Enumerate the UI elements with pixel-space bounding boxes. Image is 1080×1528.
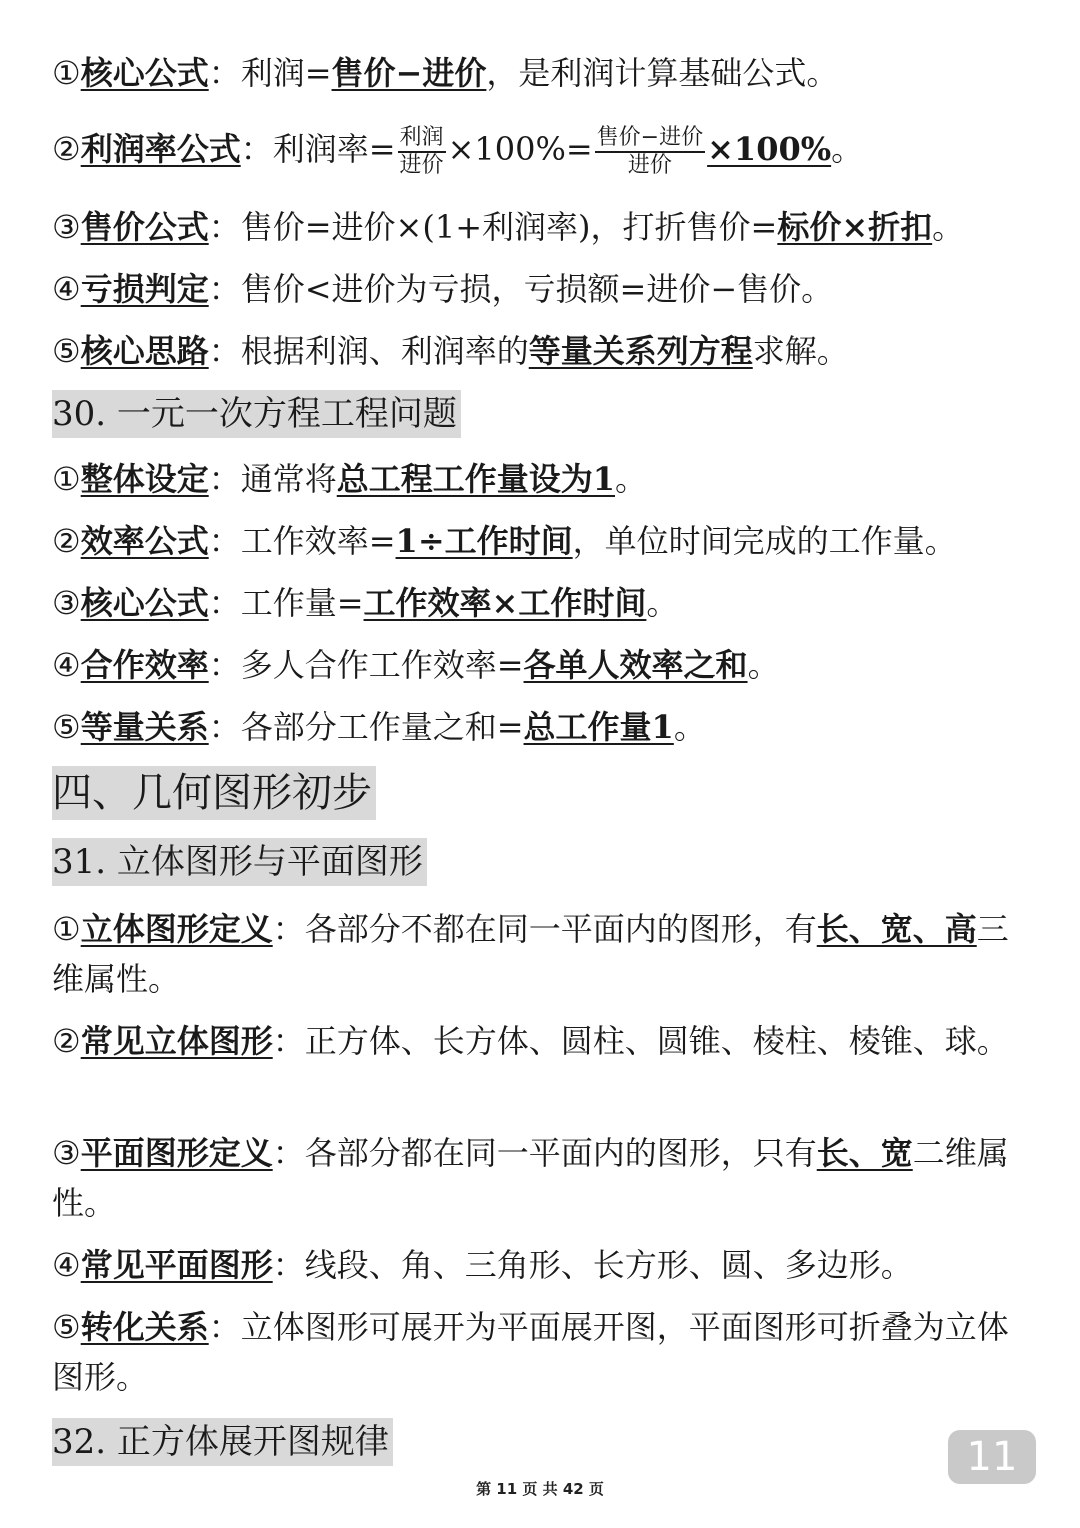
- item-emphasis: ×100%: [707, 130, 832, 168]
- item-emphasis: 各单人效率之和: [523, 646, 748, 684]
- item-text: 各部分不都在同一平面内的图形，有: [304, 910, 817, 948]
- item-colon: ：: [272, 1246, 305, 1284]
- item-number: ⑤: [52, 1308, 81, 1346]
- item-emphasis: 总工作量1: [523, 708, 674, 746]
- item-colon: ：: [272, 910, 305, 948]
- item-key: 整体设定: [80, 460, 209, 498]
- section-heading-32: 32. 正方体展开图规律: [52, 1418, 393, 1466]
- section-heading-31: 31. 立体图形与平面图形: [52, 838, 427, 886]
- profit-item-2: [52, 124, 1037, 179]
- item-text: 。: [615, 460, 648, 498]
- item-number: ④: [52, 270, 81, 308]
- item-text: 售价=进价×(1+利润率)，打折售价=: [240, 208, 778, 246]
- section-heading-30: 30. 一元一次方程工程问题: [52, 390, 461, 438]
- engineering-item-5: [52, 702, 1037, 752]
- fraction-denominator: 进价: [399, 152, 444, 178]
- engineering-item-2: [52, 516, 1037, 566]
- item-colon: ：: [208, 270, 241, 308]
- item-text: 立体图形可展开为平面展开图，平面图形可折叠为立体图形。: [52, 1308, 1009, 1396]
- geometry-item-2: [52, 1016, 1037, 1066]
- item-key: 平面图形定义: [80, 1134, 273, 1172]
- item-key: 等量关系: [80, 708, 209, 746]
- item-emphasis: 长、宽、高: [816, 910, 977, 948]
- item-colon: ：: [208, 332, 241, 370]
- page-number-badge: 11: [948, 1430, 1036, 1484]
- fraction-profit-over-cost: [398, 125, 446, 179]
- item-key: 核心公式: [80, 584, 209, 622]
- item-colon: ：: [208, 708, 241, 746]
- geometry-item-4: [52, 1240, 1037, 1290]
- fraction-difference-over-cost: [595, 125, 705, 179]
- item-text: 。: [673, 708, 706, 746]
- item-colon: ：: [208, 584, 241, 622]
- item-colon: ：: [208, 522, 241, 560]
- item-number: ③: [52, 208, 81, 246]
- item-text: 各部分都在同一平面内的图形，只有: [304, 1134, 817, 1172]
- item-emphasis: 工作效率×工作时间: [363, 584, 647, 622]
- item-key: 合作效率: [80, 646, 209, 684]
- item-text: 线段、角、三角形、长方形、圆、多边形。: [304, 1246, 913, 1284]
- item-emphasis: 等量关系列方程: [528, 332, 753, 370]
- item-key: 售价公式: [80, 208, 209, 246]
- item-emphasis: 总工程工作量设为1: [336, 460, 616, 498]
- profit-item-3: [52, 202, 1037, 252]
- item-text: 售价<进价为亏损，亏损额=进价−售价。: [240, 270, 834, 308]
- item-text: 。: [932, 208, 965, 246]
- engineering-item-1: [52, 454, 1037, 504]
- item-number: ①: [52, 910, 81, 948]
- item-number: ③: [52, 584, 81, 622]
- item-key: 亏损判定: [80, 270, 209, 308]
- item-key: 核心思路: [80, 332, 209, 370]
- item-key: 立体图形定义: [80, 910, 273, 948]
- item-text: 工作效率=: [240, 522, 396, 560]
- item-text: 二维属性。: [52, 1134, 1009, 1222]
- chapter-heading-4: 四、几何图形初步: [52, 766, 376, 820]
- item-text: 利润=: [240, 54, 332, 92]
- item-number: ④: [52, 1246, 81, 1284]
- item-key: 利润率公式: [80, 130, 241, 168]
- item-text: 工作量=: [240, 584, 364, 622]
- item-colon: ：: [240, 130, 273, 168]
- item-text: 正方体、长方体、圆柱、圆锥、棱柱、棱锥、球。: [304, 1022, 1009, 1060]
- item-key: 转化关系: [80, 1308, 209, 1346]
- item-colon: ：: [272, 1022, 305, 1060]
- item-text: ×100%=: [447, 130, 593, 168]
- page-footer: 第 11 页 共 42 页: [476, 1480, 604, 1498]
- item-text: 求解。: [752, 332, 849, 370]
- fraction-numerator: 售价−进价: [595, 125, 705, 153]
- item-colon: ：: [208, 208, 241, 246]
- fraction-numerator: 利润: [398, 125, 446, 153]
- item-text: 三维属性。: [52, 910, 1009, 998]
- profit-item-4: [52, 264, 1037, 314]
- item-number: ②: [52, 1022, 81, 1060]
- item-text: 各部分工作量之和=: [240, 708, 524, 746]
- item-text: 通常将: [240, 460, 337, 498]
- item-colon: ：: [208, 646, 241, 684]
- item-colon: ：: [208, 54, 241, 92]
- item-number: ①: [52, 460, 81, 498]
- item-emphasis: 长、宽: [816, 1134, 913, 1172]
- item-number: ③: [52, 1134, 81, 1172]
- item-text: 利润率=: [272, 130, 396, 168]
- item-number: ⑤: [52, 332, 81, 370]
- item-number: ⑤: [52, 708, 81, 746]
- geometry-item-5: [52, 1302, 1037, 1402]
- item-text: 。: [831, 130, 864, 168]
- profit-item-1: [52, 48, 1037, 98]
- item-emphasis: 1÷工作时间: [395, 522, 573, 560]
- fraction-denominator: 进价: [627, 152, 672, 178]
- item-text: ，是利润计算基础公式。: [486, 54, 839, 92]
- engineering-item-4: [52, 640, 1037, 690]
- geometry-item-3: [52, 1128, 1037, 1228]
- profit-item-5: [52, 326, 1037, 376]
- item-emphasis: 标价×折扣: [777, 208, 933, 246]
- item-key: 常见立体图形: [80, 1022, 273, 1060]
- item-key: 常见平面图形: [80, 1246, 273, 1284]
- item-text: 。: [747, 646, 780, 684]
- item-text: 。: [646, 584, 679, 622]
- item-emphasis: 售价−进价: [331, 54, 487, 92]
- item-text: 根据利润、利润率的: [240, 332, 529, 370]
- engineering-item-3: [52, 578, 1037, 628]
- item-number: ①: [52, 54, 81, 92]
- item-number: ②: [52, 522, 81, 560]
- item-colon: ：: [272, 1134, 305, 1172]
- item-number: ②: [52, 130, 81, 168]
- item-colon: ：: [208, 460, 241, 498]
- item-text: ，单位时间完成的工作量。: [572, 522, 957, 560]
- item-text: 多人合作工作效率=: [240, 646, 524, 684]
- item-number: ④: [52, 646, 81, 684]
- item-colon: ：: [208, 1308, 241, 1346]
- geometry-item-1: [52, 904, 1037, 1004]
- item-key: 效率公式: [80, 522, 209, 560]
- item-key: 核心公式: [80, 54, 209, 92]
